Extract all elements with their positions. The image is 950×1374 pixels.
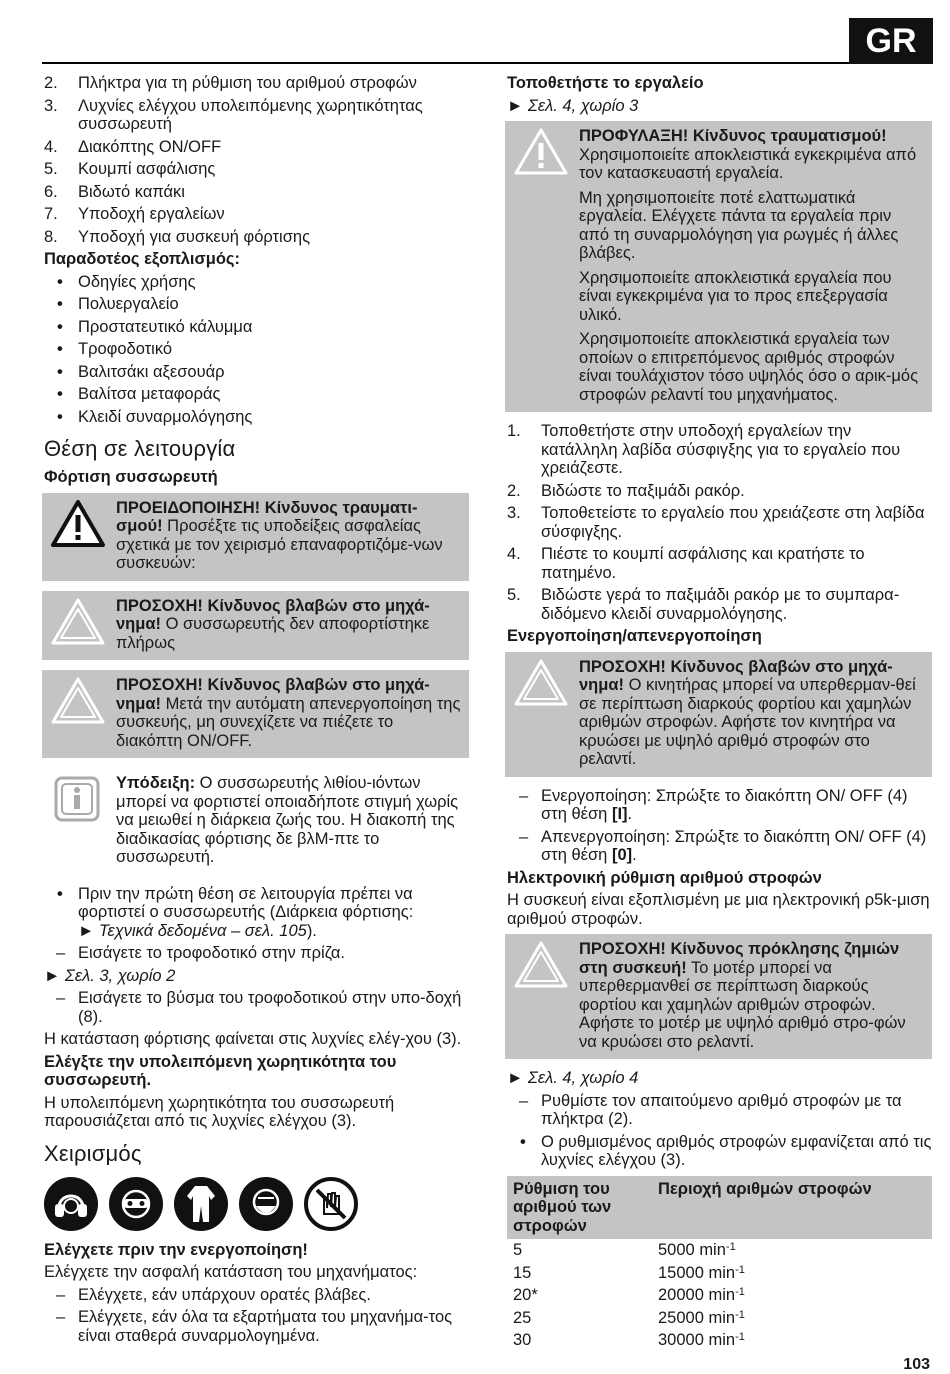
- caution-triangle-icon: [50, 597, 106, 647]
- caution-triangle-icon: [513, 940, 569, 990]
- list-item: 4. Πιέστε το κουμπί ασφάλισης και κρατήστε το πατημένο.: [507, 545, 865, 582]
- subheading-charging: Φόρτιση συσσωρευτή: [44, 468, 218, 486]
- list-item: • Βαλίτσα μεταφοράς: [57, 385, 221, 403]
- header-rule: [42, 62, 850, 64]
- list-item: 3. Τοποθετείστε το εργαλείο που χρειάζεστε στη λαβίδα σύσφιγξης.: [507, 504, 925, 541]
- list-item: 5. Βιδώστε γερά το παξιμάδι ρακόρ με το συμπαρα-διδόμενο κλειδί συναρμολόγησης.: [507, 586, 900, 623]
- caution-triangle-icon: [50, 676, 106, 726]
- warning-box: ΠΡΟΕΙΔΟΠΟΙΗΣΗ! Κίνδυνος τραυματι-σμού! Προσέξτε τις υποδείξεις ασφαλείας σχετικά με τον χειρισμό επαναφορτιζόμε-νων συσκευών:: [42, 493, 469, 581]
- table-header: Ρύθμιση του αριθμού των στροφών: [507, 1176, 652, 1240]
- figure-reference: ► Σελ. 4, χωρίο 3: [507, 96, 639, 115]
- ppe-icons-row: [44, 1177, 469, 1231]
- list-item: 6. Βιδωτό καπάκι: [44, 182, 185, 201]
- page-number: 103: [903, 1356, 930, 1373]
- right-column: [507, 74, 932, 1352]
- paragraph: Η υπολειπόμενη χωρητικότητα του συσσωρευτή παρουσιάζεται από τις λυχνίες ελέγχου (3).: [44, 1093, 395, 1130]
- table-row: 30 30000 $\min^{-1}$: [513, 1331, 745, 1349]
- caution-triangle-icon: [513, 127, 569, 177]
- list-item: • Τροφοδοτικό: [57, 340, 173, 358]
- subheading-capacity: Ελέγξτε την υπολειπόμενη χωρητικότητα του συσσωρευτή.: [44, 1052, 397, 1089]
- table-row: 25 25000 $\min^{-1}$: [513, 1308, 745, 1327]
- list-item: 4. Διακόπτης ON/OFF: [44, 137, 222, 156]
- note-box: Υπόδειξη: Ο συσσωρευτής λιθίου-ιόντων μπορεί να φορτιστεί οποιαδήποτε στιγμή χωρίς να μειωθεί η διάρκεια ζωής του. Η διακοπή της διαδικασίας φόρτισης δε βλΜ-πτε το συσσωρευτή.: [42, 768, 469, 875]
- list-item: 5. Κουμπί ασφάλισης: [44, 160, 216, 178]
- subheading-speed: Ηλεκτρονική ρύθμιση αριθμού στροφών: [507, 868, 822, 887]
- ear-protection-icon: [44, 1177, 98, 1231]
- table-row: 15 15000 $\min^{-1}$: [513, 1263, 745, 1282]
- table-row: 20* 20000 $\min^{-1}$: [513, 1286, 745, 1304]
- list-item: – Ελέγχετε, εάν υπάρχουν ορατές βλάβες.: [56, 1285, 371, 1304]
- speed-table: [507, 1176, 932, 1352]
- parts-list: [44, 74, 469, 246]
- list-item: • Πολυεργαλείο: [57, 295, 179, 313]
- subheading-check: Ελέγχετε πριν την ενεργοποίηση!: [44, 1240, 308, 1259]
- list-item: 2. Πλήκτρα για τη ρύθμιση του αριθμού στροφών: [44, 74, 417, 92]
- list-item: • Ο ρυθμισμένος αριθμός στροφών εμφανίζεται από τις λυχνίες ελέγχου (3).: [520, 1132, 932, 1169]
- section-heading-operation: Χειρισμός: [44, 1140, 142, 1166]
- list-item: 2. Βιδώστε το παξιμάδι ρακόρ.: [507, 481, 745, 500]
- caution-box: ΠΡΟΣΟΧΗ! Κίνδυνος πρόκλησης ζημιών στη συσκευή! Το μοτέρ μπορεί να υπερθερμανθεί σε περίπτωση διαρκούς φορτίου και χαμηλών αριθμών στροφών. Αφήστε το μοτέρ με υψηλό αριθμό στρο-φών να κρυώσει στο ρελαντί.: [505, 934, 932, 1059]
- list-item: • Προστατευτικό κάλυμμα: [57, 317, 253, 336]
- list-item: – Ρυθμίστε τον απαιτούμενο αριθμό στροφών με τα πλήκτρα (2).: [519, 1091, 902, 1128]
- table-row: 5 5000 $\min^{-1}$: [513, 1241, 736, 1259]
- paragraph: Η κατάσταση φόρτισης φαίνεται στις λυχνίες ελέγ-χου (3).: [44, 1030, 462, 1048]
- list-item: 1. Τοποθετήστε στην υποδοχή εργαλείων την κατάλληλη λαβίδα σύσφιγξης για το εργαλείο που χρειάζεστε.: [507, 422, 901, 477]
- subheading-install: Τοποθετήστε το εργαλείο: [507, 74, 704, 92]
- safety-goggles-icon: [109, 1177, 163, 1231]
- list-item: – Απενεργοποίηση: Σπρώξτε το διακόπτη ON/ OFF (4) στη θέση [0].: [519, 827, 927, 864]
- caution-box: ΠΡΟΣΟΧΗ! Κίνδυνος βλαβών στο μηχά-νημα! Ο συσσωρευτής δεν αποφορτίστηκε πλήρως: [42, 591, 469, 661]
- install-steps: [507, 422, 932, 623]
- paragraph: Η συσκευή είναι εξοπλισμένη με μια ηλεκτρονική ρ5k-μιση αριθμού στροφών.: [507, 891, 930, 928]
- figure-reference: ► Σελ. 3, χωρίο 2: [44, 966, 176, 985]
- protective-clothing-icon: [174, 1177, 228, 1231]
- left-column: [44, 74, 469, 1349]
- list-item: – Ελέγχετε, εάν όλα τα εξαρτήματα του μηχανήμα-τος είναι σταθερά συναρμολογημένα.: [56, 1308, 453, 1345]
- list-item: • Βαλιτσάκι αξεσουάρ: [57, 362, 225, 381]
- list-item: • Οδηγίες χρήσης: [57, 272, 196, 291]
- dust-mask-icon: [239, 1177, 293, 1231]
- list-item: 7. Υποδοχή εργαλείων: [44, 205, 225, 223]
- no-gloves-icon: [304, 1177, 358, 1231]
- warning-triangle-icon: [50, 499, 106, 549]
- cross-reference[interactable]: Τεχνικά δεδομένα – σελ. 105: [98, 921, 307, 940]
- table-header: Περιοχή αριθμών στροφών: [652, 1176, 932, 1240]
- info-icon: [50, 774, 106, 824]
- caution-box: ΠΡΟΣΟΧΗ! Κίνδυνος βλαβών στο μηχά-νημα! Ο κινητήρας μπορεί να υπερθερμαν-θεί σε περίπτωση διαρκούς φορτίου και χαμηλών αριθμών στροφών. Αφήστε τον κινητήρα να κρυώσει με υψηλό αριθμό στροφών στο ρελαντί.: [505, 652, 932, 777]
- scope-list: [44, 273, 469, 427]
- figure-reference: ► Σελ. 4, χωρίο 4: [507, 1069, 639, 1087]
- list-item: – Εισάγετε το βύσμα του τροφοδοτικού στην υπο-δοχή (8).: [56, 989, 462, 1026]
- table-header-row: [507, 1176, 932, 1240]
- danger-box: ΠΡΟΦΥΛΑΞΗ! Κίνδυνος τραυματισμού! Χρησιμοποιείτε αποκλειστικά εγκεκριμένα από τον κατασκευαστή εργαλεία. Μη χρησιμοποιείτε ποτέ ελαττωματικά εργαλεία. Ελέγχετε πάντα τα εργαλεία πριν από τη συναρμολόγηση για ρωγμές ή άλλες βλάβες. Χρησιμοποιείτε αποκλειστικά εργαλεία που είναι εγκεκριμένα για το προς επεξεργασία υλικό. Χρησιμοποιείτε αποκλειστικά εργαλεία των οποίων ο επιτρεπόμενος αριθμός στροφών είναι τουλάχιστον τόσο υψηλός όσο ο αρικ-μός στροφών ρελαντί του μηχανήματος.: [505, 121, 932, 412]
- list-item: • Κλειδί συναρμολόγησης: [57, 407, 253, 426]
- list-item: – Εισάγετε το τροφοδοτικό στην πρίζα.: [56, 944, 346, 962]
- caution-box: ΠΡΟΣΟΧΗ! Κίνδυνος βλαβών στο μηχά-νημα! Μετά την αυτόματη απενεργοποίηση της συσκευής, μη συνεχίζετε να πιέζετε το διακόπτη ON/OFF.: [42, 670, 469, 758]
- language-tab: GR: [849, 18, 933, 64]
- caution-triangle-icon: [513, 658, 569, 708]
- list-item: – Ενεργοποίηση: Σπρώξτε το διακόπτη ON/ OFF (4) στη θέση [I].: [519, 786, 908, 823]
- scope-heading: Παραδοτέος εξοπλισμός:: [44, 250, 241, 268]
- section-heading-startup: Θέση σε λειτουργία: [44, 436, 236, 461]
- subheading-onoff: Ενεργοποίηση/απενεργοποίηση: [507, 627, 762, 645]
- list-item: 3. Λυχνίες ελέγχου υπολειπόμενης χωρητικότητας συσσωρευτή: [44, 96, 423, 133]
- paragraph: Ελέγχετε την ασφαλή κατάσταση του μηχανήματος:: [44, 1263, 418, 1281]
- list-item: 8. Υποδοχή για συσκευή φόρτισης: [44, 227, 311, 246]
- list-item: • Πριν την πρώτη θέση σε λειτουργία πρέπει να φορτιστεί ο συσσωρευτής (Διάρκεια φόρτισης: ► Τεχνικά δεδομένα – σελ. 105).: [57, 884, 414, 940]
